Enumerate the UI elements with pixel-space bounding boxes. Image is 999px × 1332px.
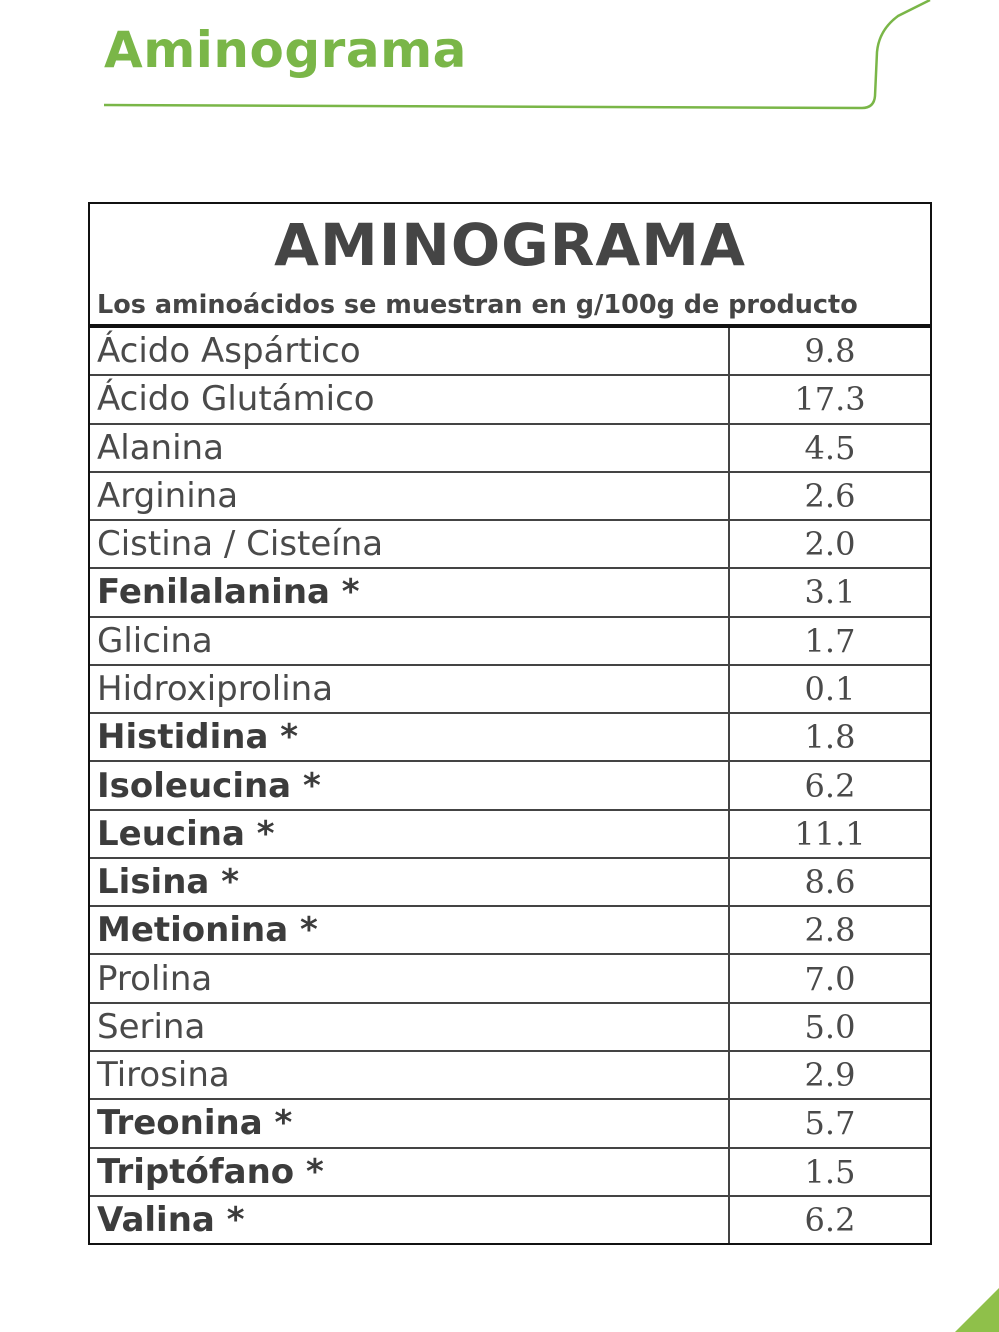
amino-acid-value: 2.6 <box>804 476 856 515</box>
table-row <box>90 666 930 714</box>
amino-acid-value: 0.1 <box>804 669 856 708</box>
amino-acid-value: 8.6 <box>804 863 856 902</box>
table-row <box>90 425 930 473</box>
amino-acid-value: 1.7 <box>804 621 856 660</box>
amino-acid-name: Valina * <box>90 1197 730 1243</box>
amino-acid-name: Serina <box>90 1004 730 1050</box>
amino-acid-name: Fenilalanina * <box>90 569 730 615</box>
amino-acid-name: Treonina * <box>90 1100 730 1146</box>
table-row <box>90 618 930 666</box>
amino-acid-value: 17.3 <box>794 380 866 419</box>
table-row <box>90 811 930 859</box>
table-title: AMINOGRAMA <box>274 211 746 279</box>
amino-acid-name: Lisina * <box>90 859 730 905</box>
amino-acid-value: 6.2 <box>804 766 856 805</box>
amino-acid-name: Tirosina <box>90 1052 730 1098</box>
amino-acid-value: 5.0 <box>804 1007 856 1046</box>
amino-acid-value: 9.8 <box>804 332 856 371</box>
aminogram-table <box>88 202 932 1245</box>
amino-acid-name: Ácido Glutámico <box>90 376 730 422</box>
table-header <box>90 204 930 328</box>
table-row <box>90 569 930 617</box>
amino-acid-value: 2.0 <box>804 525 856 564</box>
amino-acid-name: Histidina * <box>90 714 730 760</box>
amino-acid-name: Arginina <box>90 473 730 519</box>
page-heading: Aminograma <box>104 21 467 79</box>
amino-acid-value: 2.8 <box>804 911 856 950</box>
table-row <box>90 473 930 521</box>
table-row <box>90 376 930 424</box>
amino-acid-value: 4.5 <box>804 428 856 467</box>
amino-acid-value: 2.9 <box>804 1056 856 1095</box>
amino-acid-name: Prolina <box>90 955 730 1001</box>
corner-decoration <box>955 1288 999 1332</box>
amino-acid-value: 11.1 <box>794 814 866 853</box>
amino-acid-name: Isoleucina * <box>90 762 730 808</box>
table-subtitle: Los aminoácidos se muestran en g/100g de producto <box>97 290 858 320</box>
amino-acid-name: Metionina * <box>90 907 730 953</box>
amino-acid-name: Triptófano * <box>90 1149 730 1195</box>
table-row <box>90 521 930 569</box>
amino-acid-value: 6.2 <box>804 1200 856 1239</box>
table-row <box>90 762 930 810</box>
amino-acid-name: Glicina <box>90 618 730 664</box>
amino-acid-value: 5.7 <box>804 1104 856 1143</box>
table-row <box>90 1052 930 1100</box>
amino-acid-name: Leucina * <box>90 811 730 857</box>
table-row <box>90 1197 930 1243</box>
amino-acid-name: Hidroxiprolina <box>90 666 730 712</box>
amino-acid-value: 1.8 <box>804 718 856 757</box>
table-row <box>90 955 930 1003</box>
amino-acid-name: Cistina / Cisteína <box>90 521 730 567</box>
amino-acid-name: Ácido Aspártico <box>90 328 730 374</box>
table-row <box>90 1100 930 1148</box>
amino-acid-value: 3.1 <box>804 573 856 612</box>
table-row <box>90 1004 930 1052</box>
table-row <box>90 907 930 955</box>
table-row <box>90 714 930 762</box>
amino-acid-value: 7.0 <box>804 959 856 998</box>
amino-acid-name: Alanina <box>90 425 730 471</box>
table-row <box>90 1149 930 1197</box>
table-body <box>90 328 930 1243</box>
table-row <box>90 859 930 907</box>
amino-acid-value: 1.5 <box>804 1152 856 1191</box>
table-row <box>90 328 930 376</box>
